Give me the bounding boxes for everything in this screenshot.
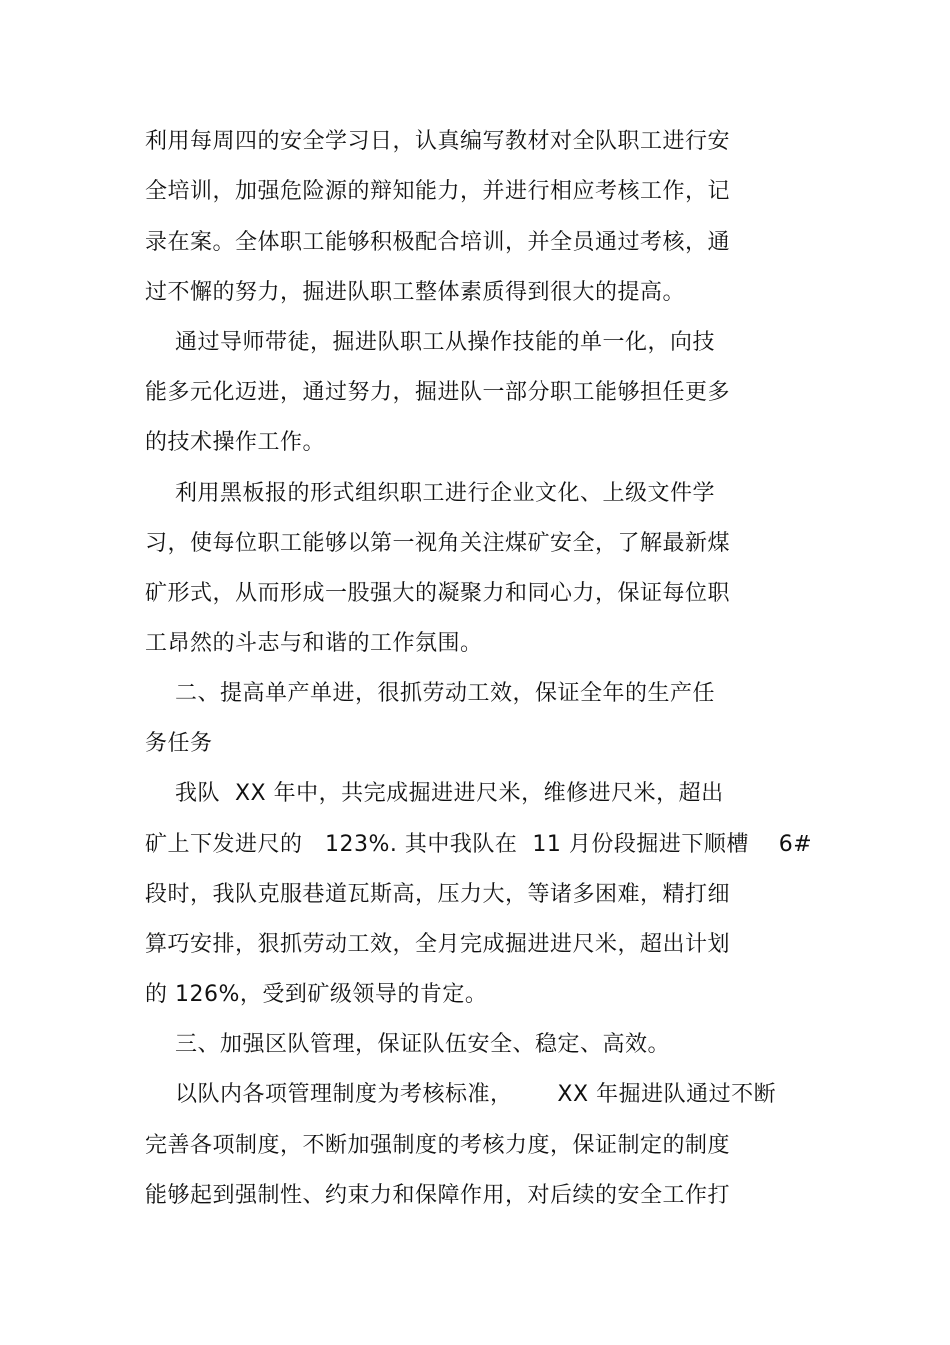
section-heading: 三、加强区队管理，保证队伍安全、稳定、高效。 [145, 1032, 670, 1057]
text-line: 过不懈的努力，掘进队职工整体素质得到很大的提高。 [145, 280, 686, 305]
text-line: 利用黑板报的形式组织职工进行企业文化、上级文件学 [145, 481, 715, 506]
text-line: 能多元化迈进，通过努力，掘进队一部分职工能够担任更多 [145, 380, 731, 405]
text-line: 工昂然的斗志与和谐的工作氛围。 [145, 631, 483, 656]
text-line: 习，使每位职工能够以第一视角关注煤矿安全，了解最新煤 [145, 531, 731, 556]
text-line: 段时，我队克服巷道瓦斯高，压力大，等诸多困难，精打细 [145, 882, 731, 907]
text-line: 完善各项制度，不断加强制度的考核力度，保证制定的制度 [145, 1133, 731, 1158]
text-line: 全培训，加强危险源的辩知能力，并进行相应考核工作，记 [145, 179, 731, 204]
text-line: 通过导师带徒，掘进队职工从操作技能的单一化，向技 [145, 330, 715, 355]
text-line: 算巧安排，狠抓劳动工效，全月完成掘进进尺米，超出计划 [145, 932, 731, 957]
text-line: 能够起到强制性、约束力和保障作用，对后续的安全工作打 [145, 1183, 731, 1208]
text-line: 以队内各项管理制度为考核标准， XX 年掘进队通过不断 [145, 1082, 777, 1107]
text-line: 的技术操作工作。 [145, 430, 326, 455]
text-line: 录在案。全体职工能够积极配合培训，并全员通过考核，通 [145, 230, 731, 255]
text-line: 矿形式，从而形成一股强大的凝聚力和同心力，保证每位职 [145, 581, 731, 606]
text-line: 的 126%，受到矿级领导的肯定。 [145, 982, 488, 1007]
section-heading: 务任务 [145, 731, 213, 756]
text-line: 矿上下发进尺的 123%. 其中我队在 11 月份段掘进下顺槽 6# [145, 832, 813, 857]
text-line: 利用每周四的安全学习日，认真编写教材对全队职工进行安 [145, 129, 731, 154]
text-line: 我队 XX 年中，共完成掘进进尺米，维修进尺米，超出 [145, 781, 724, 806]
section-heading: 二、提高单产单进，很抓劳动工效，保证全年的生产任 [145, 681, 715, 706]
